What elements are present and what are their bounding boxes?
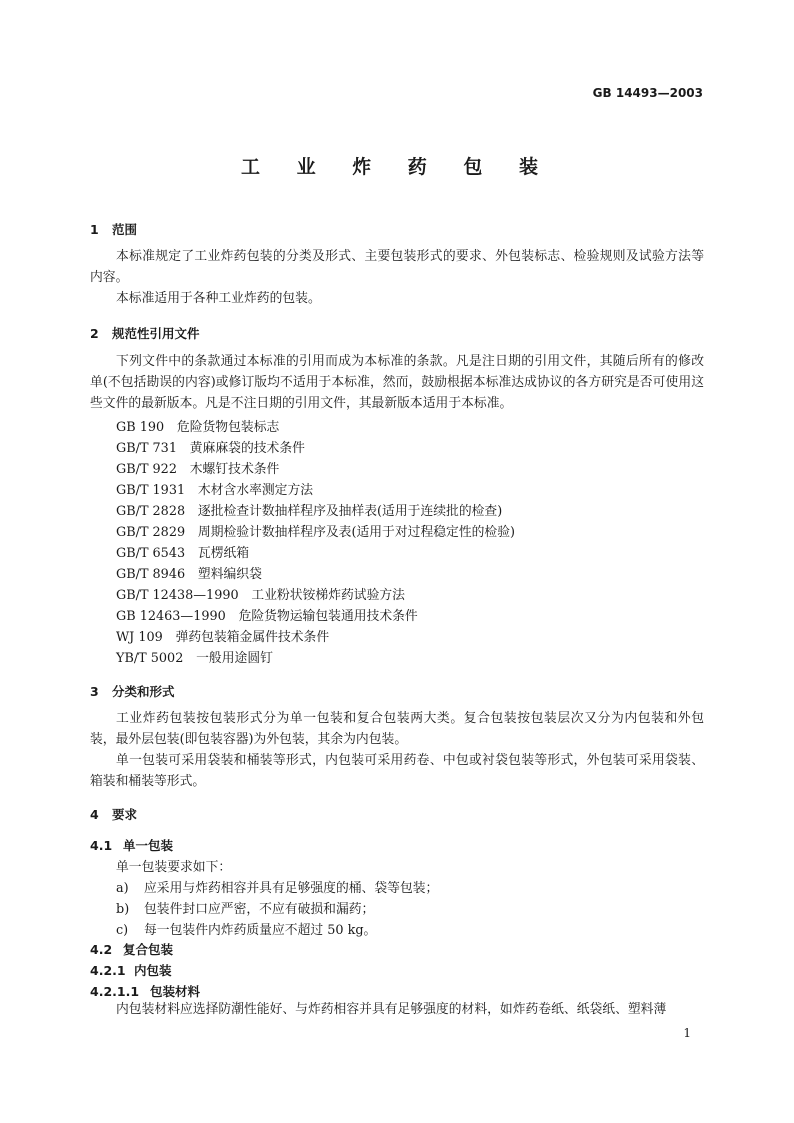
paragraph: 单一包装要求如下： [116,860,232,875]
section-number: 4.2.1.1 [90,984,140,999]
list-item [116,898,374,917]
list-text: 应采用与炸药相容并具有足够强度的桶、袋等包装； [144,881,439,896]
section-title: 分类和形式 [112,684,175,699]
reference-item: GB/T 922 木螺钉技术条件 [116,462,280,477]
section-number: 4.2.1 [90,963,126,978]
section-title: 要求 [112,807,138,822]
paragraph: 下列文件中的条款通过本标准的引用而成为本标准的条款。凡是注日期的引用文件，其随后所有的修改单(不包括勘误的内容)或修订版均不适用于本标准，然而，鼓励根据本标准达成协议的各方研究是否可使用这些文件的最新版本。凡是不注日期的引用文件，其最新版本适用于本标准。 [90,354,704,411]
page-number: 1 [683,1026,691,1040]
list-item [116,919,376,938]
subsection-heading-4-2 [90,940,173,958]
section-title: 规范性引用文件 [112,326,200,341]
section-title: 复合包装 [123,942,174,957]
subsection-heading-4-1 [90,836,173,854]
list-label: c) [116,923,129,938]
reference-item: WJ 109 弹药包装箱金属件技术条件 [116,630,330,645]
reference-item: GB/T 731 黄麻麻袋的技术条件 [116,441,305,456]
paragraph: 本标准规定了工业炸药包装的分类及形式、主要包装形式的要求、外包装标志、检验规则及试验方法等内容。 [90,249,704,285]
paragraph: 工业炸药包装按包装形式分为单一包装和复合包装两大类。复合包装按包装层次又分为内包装和外包装，最外层包装(即包装容器)为外包装，其余为内包装。 [90,711,704,747]
list-item [116,877,438,896]
section-number: 4 [90,807,99,822]
reference-item: GB/T 6543 瓦楞纸箱 [116,546,250,561]
reference-item: GB 12463—1990 危险货物运输包装通用技术条件 [116,609,418,624]
reference-item: GB/T 2829 周期检验计数抽样程序及表(适用于对过程稳定性的检验) [116,525,516,540]
section-heading-3 [90,682,175,700]
reference-item: YB/T 5002 一般用途圆钉 [116,651,273,666]
subsection-heading-4-2-1-1 [90,982,200,1000]
section-title: 单一包装 [123,838,174,853]
section-heading-1 [90,220,137,238]
subsection-heading-4-2-1 [90,961,172,979]
section-heading-2 [90,324,200,342]
standard-code: GB 14493—2003 [592,86,703,100]
section-heading-4 [90,805,137,823]
section-number: 3 [90,684,99,699]
section-number: 4.1 [90,838,113,853]
list-text: 每一包装件内炸药质量应不超过 50 kg。 [144,923,377,938]
list-text: 包装件封口应严密，不应有破损和漏药； [144,902,375,917]
paragraph: 内包装材料应选择防潮性能好、与炸药相容并具有足够强度的材料，如炸药卷纸、纸袋纸、塑料薄 [116,1002,667,1017]
reference-item: GB/T 8946 塑料编织袋 [116,567,262,582]
section-number: 2 [90,326,99,341]
section-title: 包装材料 [150,984,201,999]
reference-item: GB/T 2828 逐批检查计数抽样程序及抽样表(适用于连续批的检查) [116,504,503,519]
page-title: 工 业 炸 药 包 装 [240,156,554,178]
reference-item: GB 190 危险货物包装标志 [116,420,280,435]
section-number: 1 [90,222,99,237]
list-label: b) [116,902,130,917]
reference-item: GB/T 12438—1990 工业粉状铵梯炸药试验方法 [116,588,405,603]
paragraph: 单一包装可采用袋装和桶装等形式，内包装可采用药卷、中包或衬袋包装等形式，外包装可采用袋装、箱装和桶装等形式。 [90,753,704,789]
list-label: a) [116,881,129,896]
section-title: 内包装 [134,963,172,978]
paragraph: 本标准适用于各种工业炸药的包装。 [116,291,321,306]
reference-item: GB/T 1931 木材含水率测定方法 [116,483,314,498]
section-number: 4.2 [90,942,113,957]
section-title: 范围 [112,222,138,237]
